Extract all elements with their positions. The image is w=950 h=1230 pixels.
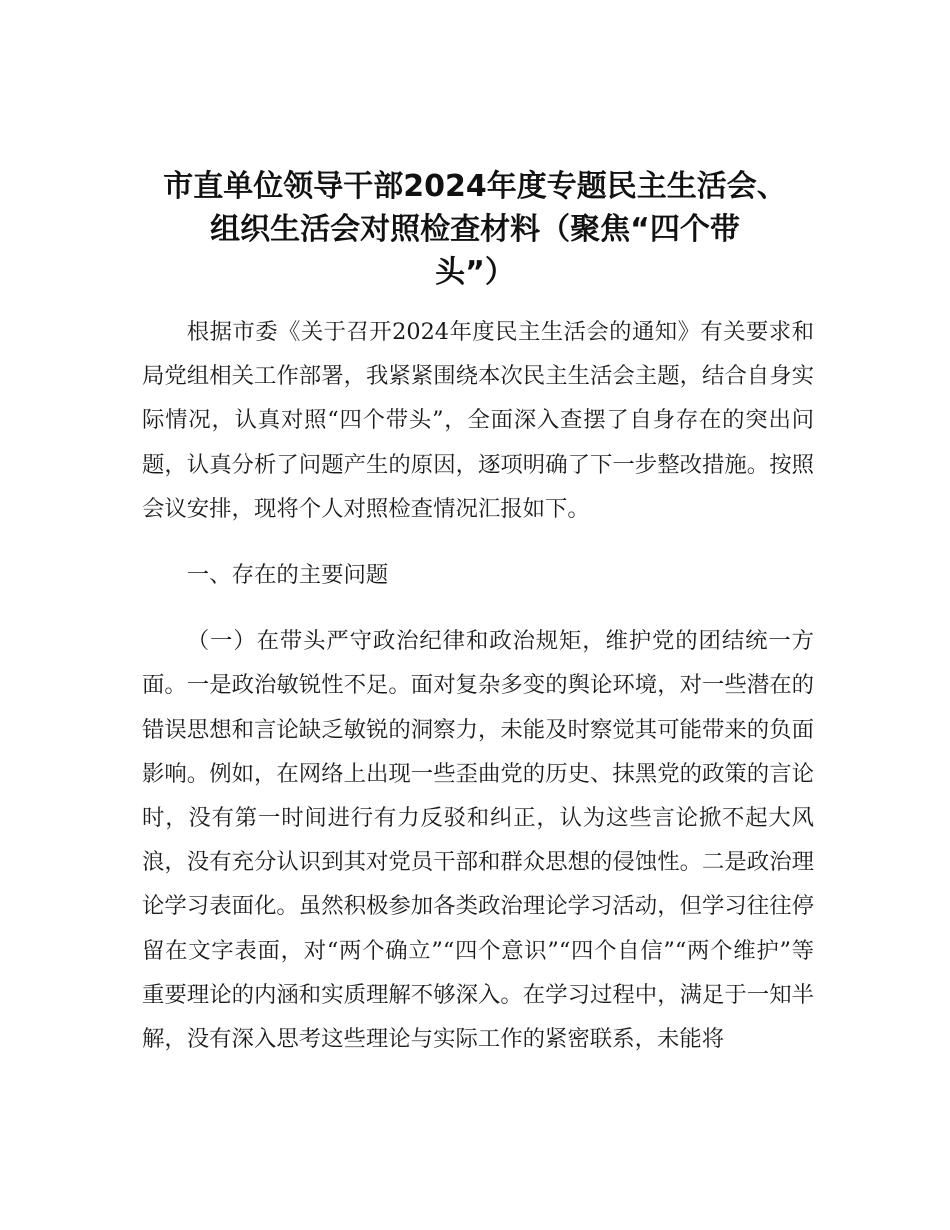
section-paragraph: （一）在带头严守政治纪律和政治规矩，维护党的团结统一方面。一是政治敏锐性不足。面对复杂多变的舆论环境，对一些潜在的错误思想和言论缺乏敏锐的洞察力，未能及时察觉其可能带来的负面影响。例如，在网络上出现一些歪曲党的历史、抹黑党的政策的言论时，没有第一时间进行有力反驳和纠正，认为这些言论掀不起大风浪，没有充分认识到其对党员干部和群众思想的侵蚀性。二是政治理论学习表面化。虽然积极参加各类政治理论学习活动，但学习往往停留在文字表面，对“两个确立”“四个意识”“四个自信”“两个维护”等重要理论的内涵和实质理解不够深入。在学习过程中，满足于一知半解，没有深入思考这些理论与实际工作的紧密联系，未能将: [142, 628, 814, 1053]
title-line-1: 市直单位领导干部2024年度专题民主生活会、: [163, 169, 787, 204]
document-body: [142, 310, 814, 1061]
document-title: [120, 165, 830, 294]
intro-paragraph: 根据市委《关于召开2024年度民主生活会的通知》有关要求和局党组相关工作部署，我紧紧围绕本次民主生活会主题，结合自身实际情况，认真对照“四个带头”，全面深入查摆了自身存在的突出问题，认真分析了问题产生的原因，逐项明确了下一步整改措施。按照会议安排，现将个人对照检查情况汇报如下。: [142, 319, 814, 522]
title-line-3: 头”）: [435, 255, 515, 290]
title-line-2: 组织生活会对照检查材料（聚焦“四个带: [210, 212, 740, 247]
section-heading: 一、存在的主要问题: [186, 562, 389, 589]
